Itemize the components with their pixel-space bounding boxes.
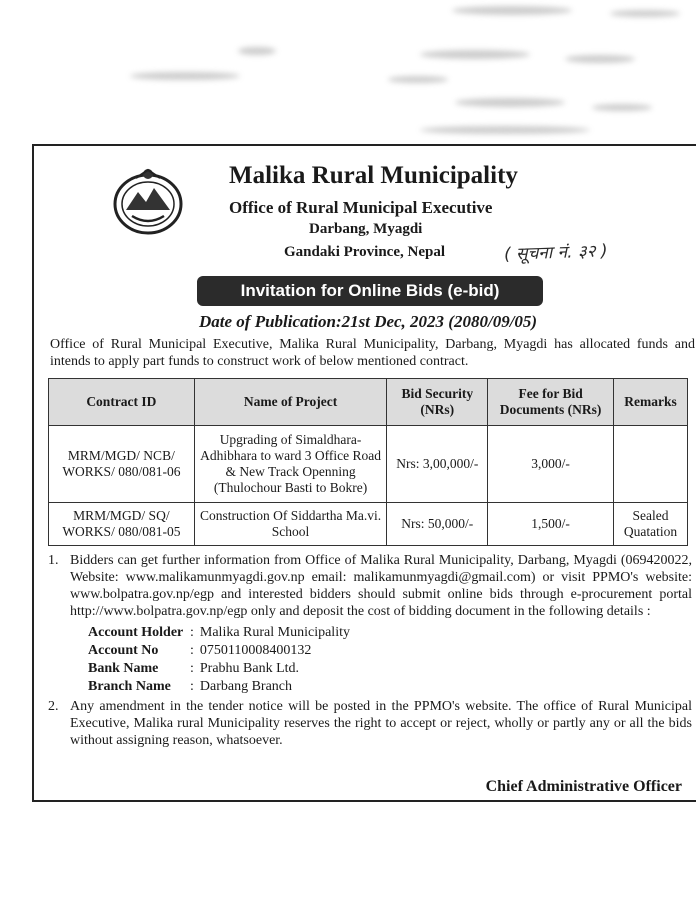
notice-notes <box>48 552 692 749</box>
signatory-title: Chief Administrative Officer <box>485 778 682 795</box>
contract-id-cell: MRM/MGD/ NCB/ WORKS/ 080/081-06 <box>49 426 195 503</box>
account-value: Malika Rural Municipality <box>199 625 350 640</box>
note-text: Any amendment in the tender notice will be posted in the PPMO's website. The office of Rural Municipal Executive, Malika rural Municipality reserves the right to accept or reject, wholly or partly any or all the bids without assigning reason, whatsoever. <box>70 699 692 748</box>
scan-smudge <box>452 6 572 15</box>
bid-fee-cell: 3,000/- <box>488 426 614 503</box>
account-row <box>88 660 356 678</box>
column-header: Bid Security (NRs) <box>387 379 488 426</box>
scan-smudge <box>592 104 652 111</box>
remarks-cell: Sealed Quatation <box>614 503 688 546</box>
account-row <box>88 624 356 642</box>
note-text: Bidders can get further information from Office of Malika Rural Municipality, Darbang, Myagdi (069420022, Website: www.malikamunmyagdi.gov.np email: malikamunmyagdi@gmail.com) or visit PPMO's website: www.bolpatra.gov.np/egp and interested bidders should submit online bids through e-procurement portal http://www.bolpatra.gov.np/egp only and deposit the cost of bidding document in the following details : <box>70 553 692 619</box>
note-2 <box>48 698 692 749</box>
scan-smudge <box>388 76 448 83</box>
remarks-cell <box>614 426 688 503</box>
account-separator: : <box>190 625 194 640</box>
account-label: Branch Name <box>88 679 171 694</box>
scan-smudge <box>238 47 276 55</box>
account-separator: : <box>190 643 194 658</box>
column-header: Name of Project <box>194 379 387 426</box>
account-label: Account Holder <box>88 625 184 640</box>
publication-date: Date of Publication:21st Dec, 2023 (2080/09/05) <box>199 312 538 331</box>
column-header: Contract ID <box>49 379 195 426</box>
scan-smudge <box>455 98 565 107</box>
government-emblem-icon <box>112 166 184 236</box>
scan-smudge <box>420 50 530 59</box>
bid-security-cell: Nrs: 3,00,000/- <box>387 426 488 503</box>
account-details <box>88 624 356 696</box>
note-1 <box>48 552 692 620</box>
province-name: Gandaki Province, Nepal <box>284 244 445 260</box>
column-header: Remarks <box>614 379 688 426</box>
project-name-cell: Upgrading of Simaldhara-Adhibhara to ward 3 Office Road & New Track Openning (Thulochour Basti to Bokre) <box>194 426 387 503</box>
scan-smudge <box>420 126 590 134</box>
account-separator: : <box>190 679 194 694</box>
scan-smudge <box>610 10 680 17</box>
scan-smudge <box>565 55 635 63</box>
table-row <box>49 426 688 503</box>
account-label: Bank Name <box>88 661 159 676</box>
account-value: Prabhu Bank Ltd. <box>199 661 300 676</box>
handwritten-notice-number: ( सूचना नं. ३२ ) <box>503 241 608 265</box>
account-separator: : <box>190 661 194 676</box>
office-name: Office of Rural Municipal Executive <box>229 198 493 217</box>
table-header-row <box>49 379 688 426</box>
municipality-name: Malika Rural Municipality <box>229 162 518 189</box>
contract-id-cell: MRM/MGD/ SQ/ WORKS/ 080/081-05 <box>49 503 195 546</box>
column-header: Fee for Bid Documents (NRs) <box>488 379 614 426</box>
bid-notice <box>32 144 696 802</box>
notice-banner: Invitation for Online Bids (e-bid) <box>197 276 543 306</box>
intro-paragraph: Office of Rural Municipal Executive, Malika Rural Municipality, Darbang, Myagdi has allocated funds and intends to apply part funds to construct work of below mentioned contract. <box>50 337 695 369</box>
account-value: Darbang Branch <box>199 679 293 694</box>
table-row <box>49 503 688 546</box>
account-label: Account No <box>88 643 159 658</box>
bid-security-cell: Nrs: 50,000/- <box>387 503 488 546</box>
district-name: Darbang, Myagdi <box>309 221 423 237</box>
scan-smudge <box>130 72 240 80</box>
contracts-table <box>48 378 688 546</box>
note-number: 2. <box>48 699 59 714</box>
account-row <box>88 678 356 696</box>
note-number: 1. <box>48 553 59 568</box>
account-row <box>88 642 356 660</box>
project-name-cell: Construction Of Siddartha Ma.vi. School <box>194 503 387 546</box>
bid-fee-cell: 1,500/- <box>488 503 614 546</box>
account-value: 0750110008400132 <box>199 643 312 658</box>
